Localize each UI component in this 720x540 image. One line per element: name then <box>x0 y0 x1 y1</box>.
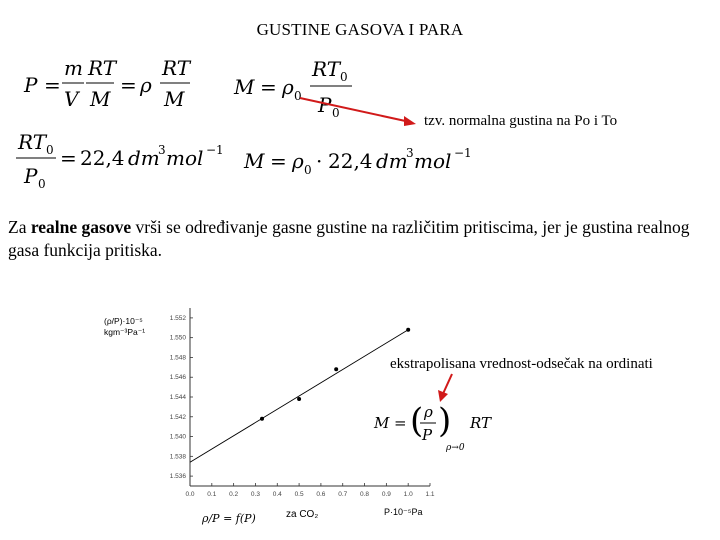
chart-gas-caption: za CO₂ <box>286 509 319 520</box>
x-tick-label: 0.0 <box>185 491 195 498</box>
svg-text:m: m <box>64 56 83 80</box>
data-point <box>406 328 410 332</box>
y-tick-label: 1.552 <box>169 314 186 322</box>
normal-density-note: tzv. normalna gustina na Po i To <box>424 113 618 129</box>
x-tick-label: 1.1 <box>425 491 435 498</box>
svg-text:P: P <box>24 164 38 188</box>
svg-text:(: ( <box>410 401 424 441</box>
svg-text:P: P <box>318 93 332 117</box>
ideal-gas-density-equation <box>23 56 192 111</box>
svg-text:RT: RT <box>312 57 341 81</box>
svg-text:V: V <box>64 87 79 111</box>
svg-text:=: = <box>60 146 77 170</box>
chart-y-label-line2: kgm⁻³Pa⁻¹ <box>104 327 146 337</box>
chart-y-label-line1: (ρ/P)·10⁻⁵ <box>104 316 143 326</box>
chart-x-label: P·10⁻⁵Pa <box>384 507 423 517</box>
function-formula <box>200 506 272 530</box>
svg-text:0: 0 <box>304 163 312 177</box>
svg-text:mol: mol <box>166 146 204 170</box>
y-tick-label: 1.538 <box>169 453 186 461</box>
page-title: GUSTINE GASOVA I PARA <box>256 20 464 39</box>
x-tick-label: 0.9 <box>381 491 391 498</box>
svg-text:=: = <box>270 149 287 173</box>
svg-text:M: M <box>374 414 390 432</box>
chart-y-label <box>104 316 145 338</box>
svg-text:ρ: ρ <box>292 149 304 173</box>
molar-volume-equation <box>16 130 224 191</box>
data-point <box>297 397 301 401</box>
x-tick-label: 0.6 <box>316 491 326 498</box>
svg-text:ρ: ρ <box>140 73 152 97</box>
data-point <box>334 367 338 371</box>
paragraph-part2: vrši se određivanje gasne gustine na različitim pritiscima, jer je gustina realnog gasa funkcija pritiska. <box>8 217 690 260</box>
extrapolation-note: ekstrapolisana vrednost-odsečak na ordinati <box>390 356 653 372</box>
svg-text:RT: RT <box>470 414 492 432</box>
svg-text:−1: −1 <box>454 146 472 160</box>
svg-text:ρ: ρ <box>282 75 294 99</box>
svg-text:0: 0 <box>38 177 46 191</box>
y-tick-label: 1.542 <box>169 413 186 421</box>
svg-text:M: M <box>164 87 185 111</box>
svg-text:P: P <box>422 426 433 444</box>
y-tick-label: 1.546 <box>169 374 186 382</box>
x-tick-label: 1.0 <box>403 491 413 498</box>
y-tick-label: 1.548 <box>169 354 186 362</box>
svg-text:·: · <box>316 149 323 173</box>
svg-text:22,4: 22,4 <box>80 146 125 170</box>
molar-mass-equation-1 <box>233 57 352 120</box>
svg-text:0: 0 <box>46 143 54 157</box>
svg-text:=: = <box>120 73 137 97</box>
svg-text:mol: mol <box>414 149 452 173</box>
svg-text:): ) <box>438 401 452 441</box>
svg-text:22,4: 22,4 <box>328 149 373 173</box>
y-tick-label: 1.536 <box>169 473 186 481</box>
svg-text:dm: dm <box>376 149 408 173</box>
svg-text:=: = <box>44 73 61 97</box>
x-tick-label: 0.3 <box>250 491 260 498</box>
svg-text:=: = <box>260 75 277 99</box>
svg-text:RT: RT <box>88 56 117 80</box>
limit-formula <box>360 370 500 460</box>
x-tick-label: 0.2 <box>229 491 239 498</box>
x-tick-label: 0.7 <box>338 491 348 498</box>
svg-text:dm: dm <box>128 146 160 170</box>
svg-text:ρ→0: ρ→0 <box>446 443 465 453</box>
arrow-to-note <box>300 98 410 122</box>
svg-text:−1: −1 <box>206 143 224 157</box>
y-tick-label: 1.544 <box>169 394 186 401</box>
svg-text:0: 0 <box>332 106 340 120</box>
y-tick-label: 1.550 <box>169 334 186 342</box>
x-tick-label: 0.8 <box>360 491 370 498</box>
svg-text:RT: RT <box>162 56 191 80</box>
svg-text:M: M <box>244 149 265 173</box>
svg-text:ρ/P = f(P): ρ/P = f(P) <box>202 512 256 525</box>
svg-text:0: 0 <box>294 89 302 103</box>
x-tick-label: 0.4 <box>272 491 282 498</box>
data-point <box>260 417 264 421</box>
svg-text:=: = <box>394 414 407 432</box>
y-tick-label: 1.540 <box>169 433 186 441</box>
svg-text:M: M <box>234 75 255 99</box>
svg-text:3: 3 <box>158 143 166 157</box>
paragraph-real-gases <box>8 216 714 262</box>
chart-x-ticks <box>185 483 434 498</box>
paragraph-bold: realne gasove <box>30 217 132 237</box>
molar-mass-equation-2 <box>243 146 472 177</box>
svg-text:3: 3 <box>406 146 414 160</box>
svg-text:P: P <box>24 73 38 97</box>
svg-text:ρ: ρ <box>424 403 433 421</box>
paragraph-part1: Za <box>8 217 31 237</box>
x-tick-label: 0.1 <box>207 491 217 498</box>
svg-text:M: M <box>90 87 111 111</box>
svg-text:RT: RT <box>18 130 47 154</box>
svg-text:0: 0 <box>340 70 348 84</box>
x-tick-label: 0.5 <box>294 491 304 498</box>
